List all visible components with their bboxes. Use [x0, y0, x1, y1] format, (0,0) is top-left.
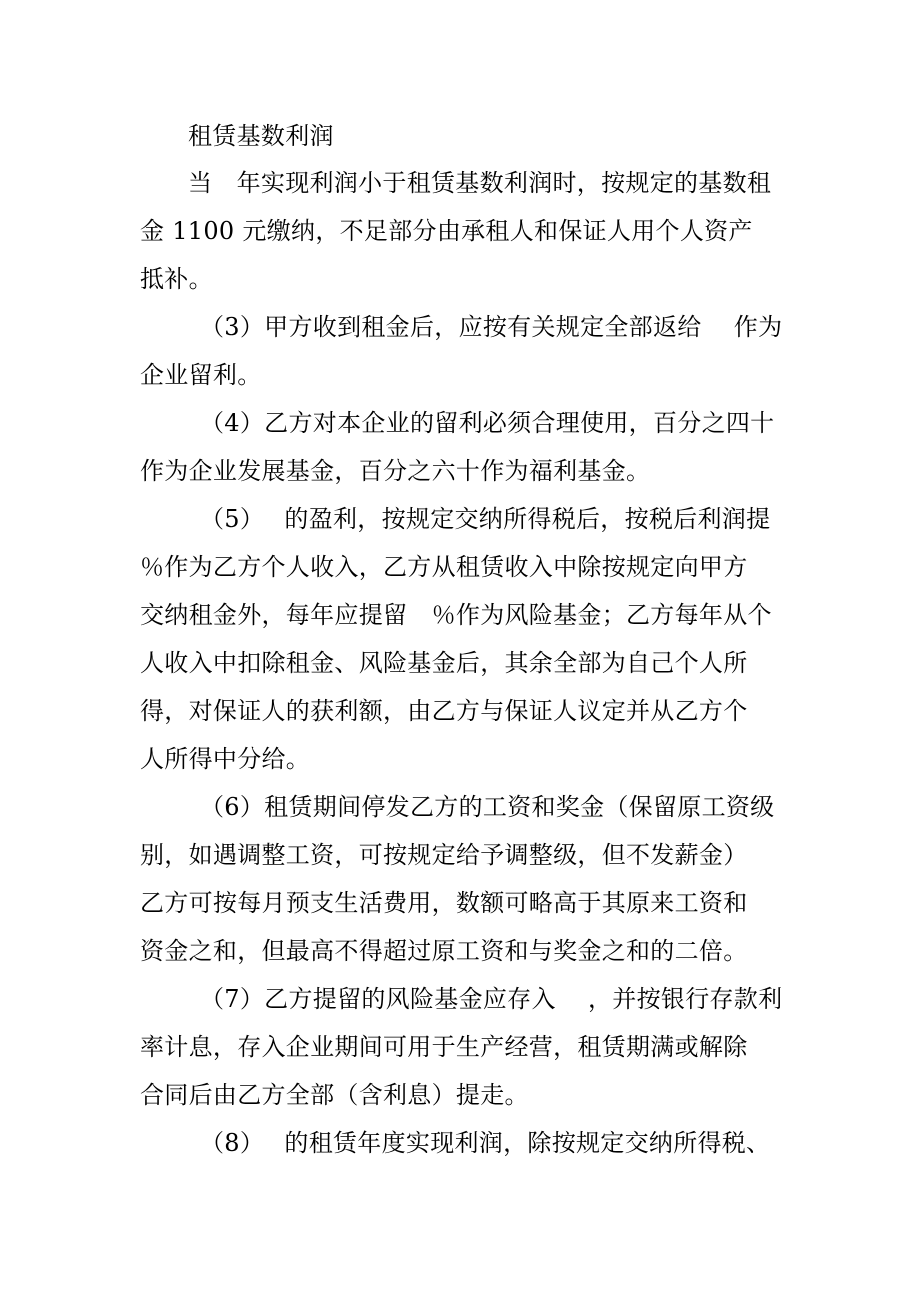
paragraph-line: 得，对保证人的获利额，由乙方与保证人议定并从乙方个: [140, 697, 748, 725]
paragraph-line: 当 年实现利润小于租赁基数利润时，按规定的基数租: [188, 169, 772, 197]
clause-5-line: （5） 的盈利，按规定交纳所得税后，按税后利润提: [200, 505, 771, 533]
clause-8-line: （8） 的租赁年度实现利润，除按规定交纳所得税、: [200, 1129, 771, 1157]
paragraph-line: 作为企业发展基金，百分之六十作为福利基金。: [140, 457, 651, 485]
paragraph-line: 金 1100 元缴纳，不足部分由承租人和保证人用个人资产: [140, 217, 753, 245]
paragraph-line: 乙方可按每月预支生活费用，数额可略高于其原来工资和: [140, 889, 748, 917]
paragraph-line: 交纳租金外，每年应提留 ％作为风险基金；乙方每年从个: [140, 601, 772, 629]
paragraph-line: 人所得中分给。: [140, 745, 311, 773]
clause-7-line: （7）乙方提留的风险基金应存入 ，并按银行存款利: [200, 985, 783, 1013]
section-heading: 租赁基数利润: [188, 122, 334, 150]
clause-3-line: （3）甲方收到租金后，应按有关规定全部返给 作为: [200, 313, 783, 341]
paragraph-line: 人收入中扣除租金、风险基金后，其余全部为自己个人所: [140, 649, 748, 677]
paragraph-line: 资金之和，但最高不得超过原工资和与奖金之和的二倍。: [140, 937, 748, 965]
paragraph-line: 率计息，存入企业期间可用于生产经营，租赁期满或解除: [140, 1033, 748, 1061]
paragraph-line: 别，如遇调整工资，可按规定给予调整级，但不发薪金）: [140, 841, 748, 869]
paragraph-line: 合同后由乙方全部（含利息）提走。: [140, 1081, 529, 1109]
paragraph-line: 企业留利。: [140, 361, 262, 389]
paragraph-line: 抵补。: [140, 265, 213, 293]
clause-4-line: （4）乙方对本企业的留利必须合理使用，百分之四十: [200, 409, 775, 437]
clause-6-line: （6）租赁期间停发乙方的工资和奖金（保留原工资级: [200, 793, 775, 821]
paragraph-line: ％作为乙方个人收入，乙方从租赁收入中除按规定向甲方: [140, 553, 748, 581]
